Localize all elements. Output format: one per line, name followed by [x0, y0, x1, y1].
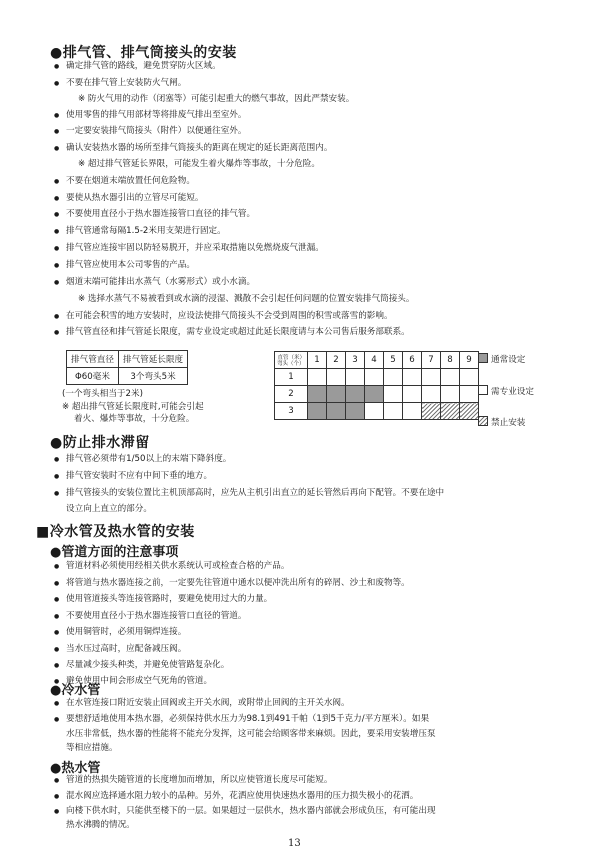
grid-cell: [346, 369, 365, 386]
grid-cell: [403, 403, 422, 420]
grid-corner: [275, 352, 308, 369]
grid-row-header: 2: [275, 386, 308, 403]
legend-professional: [478, 385, 534, 397]
sec4-line: ● 不要使用直径小于热水器连接管口直径的管道。: [66, 611, 246, 622]
sec4-line: ● 避免使用中间会形成空气死角的管道。: [66, 676, 212, 687]
page-number: 13: [288, 838, 301, 849]
grid-column-header: 5: [384, 352, 403, 369]
section-title-water-pipes: ■冷水管及热水管的安装: [36, 524, 195, 540]
grid-cell: [308, 369, 327, 386]
sec1-line: ● 一定要安装排气筒接头（附件）以便通往室外。: [66, 126, 246, 137]
grid-cell: [346, 386, 365, 403]
section-title-cold-water: ●冷水管: [50, 683, 101, 698]
sec6-line: 热水沸腾的情况。: [66, 820, 135, 830]
grid-cell: [422, 403, 441, 420]
legend-forbidden: [478, 416, 525, 428]
spec-header-limit: 排气管延长限度: [118, 351, 187, 368]
sec5-line: ● 在水管连接口附近安装止回阀或主开关水阀，或附带止回阀的主开关水阀。: [66, 698, 350, 709]
grid-column-header: 2: [327, 352, 346, 369]
grid-cell: [327, 369, 346, 386]
grid-cell: [441, 369, 460, 386]
grid-row-header: 1: [275, 369, 308, 386]
sec1-line: ● 不要使用直径小于热水器连接管口直径的排气管。: [66, 209, 255, 220]
sec4-line: ● 当水压过高时，应配备减压阀。: [66, 644, 186, 655]
sec1-line: ● 排气管通常每隔1.5-2米用支架进行固定。: [66, 226, 226, 237]
sec1-line: ※ 防火气用的动作（闭塞等）可能引起重大的燃气事故，因此严禁安装。: [78, 94, 355, 104]
grid-corner-elbow: 弯头（个）: [277, 361, 305, 367]
sec5-line: 水压非常低，热水器的性能将不能充分发挥，这可能会给顾客带来麻烦。因此，要采用安装增压泵: [66, 729, 436, 739]
sec1-line: ● 要使从热水器引出的立管尽可能短。: [66, 193, 204, 204]
sec1-line: ※ 选择水蒸气不易被看到或水滴的浸湿、溅散不会引起任何问题的位置安装排气筒接头。: [78, 294, 415, 304]
grid-cell: [422, 369, 441, 386]
sec4-line: ● 管道材料必须使用经相关供水系统认可或检查合格的产品。: [66, 561, 289, 572]
sec4-line: ● 尽量减少接头种类，并避免使管路复杂化。: [66, 660, 229, 671]
sec1-line: ● 排气管应使用本公司零售的产品。: [66, 260, 195, 271]
sec5-line: 等相应措施。: [66, 743, 118, 753]
grid-cell: [346, 403, 365, 420]
grid-cell: [460, 369, 479, 386]
legend-normal: [478, 353, 525, 365]
exhaust-length-grid: [274, 351, 479, 420]
grid-cell: [441, 386, 460, 403]
sec1-line: ※ 超过排气管延长界限，可能发生着火爆炸等事故，十分危险。: [78, 159, 320, 169]
exhaust-spec-table: [66, 350, 188, 385]
grid-cell: [365, 386, 384, 403]
section-title-drainage: ●防止排水滞留: [50, 435, 150, 451]
grid-cell: [403, 369, 422, 386]
sec2-line: ● 排气管必须带有1/50以上的末端下降斜度。: [66, 454, 231, 465]
grid-column-header: 6: [403, 352, 422, 369]
spec-note-warning: ※ 超出排气管延长限度时,可能会引起: [62, 402, 204, 412]
sec1-line: ● 排气管应连接牢固以防轻易脱开，并应采取措施以免燃烧废气泄漏。: [66, 243, 324, 254]
legend-forbidden-label: 禁止安装: [491, 418, 526, 428]
grid-column-header: 9: [460, 352, 479, 369]
grid-cell: [365, 403, 384, 420]
grid-column-header: 1: [308, 352, 327, 369]
legend-hatch-swatch: [478, 416, 488, 426]
legend-normal-label: 通常设定: [491, 355, 526, 365]
section-title-exhaust: ●排气管、排气筒接头的安装: [50, 45, 237, 61]
sec4-line: ● 使用铜管时，必须用铜焊连接。: [66, 627, 186, 638]
spec-value-diameter: Φ60毫米: [67, 368, 119, 385]
grid-corner-straight: 直管（米）: [277, 355, 305, 361]
sec1-line: ● 烟道末端可能排出水蒸气（水雾形式）或小水滴。: [66, 277, 255, 288]
spec-note-warning-2: 着火、爆炸等事故，十分危险。: [74, 414, 195, 424]
grid-cell: [327, 386, 346, 403]
spec-note-elbow: (一个弯头相当于2米): [62, 389, 143, 399]
grid-column-header: 3: [346, 352, 365, 369]
sec5-line: ● 要想舒适地使用本热水器，必须保持供水压力为98.1到491千帕（1到5千克力/平方厘米）。如果: [66, 714, 429, 725]
sec2-line: ● 排气管接头的安装位置比主机顶部高时，应先从主机引出直立的延长管然后再向下配管。不要在途中: [66, 488, 444, 499]
grid-cell: [422, 386, 441, 403]
grid-cell: [308, 403, 327, 420]
grid-cell: [384, 369, 403, 386]
grid-column-header: 4: [365, 352, 384, 369]
legend-gray-swatch: [478, 353, 488, 363]
section-title-hot-water: ●热水管: [50, 761, 101, 776]
spec-value-limit: 3个弯头5米: [118, 368, 187, 385]
grid-column-header: 8: [441, 352, 460, 369]
sec2-line: 设立向上直立的部分。: [66, 504, 152, 514]
sec1-line: ● 在可能会积雪的地方安装时，应设法使排气筒接头不会受到周围的积雪或落雪的影响。: [66, 311, 393, 322]
grid-cell: [403, 386, 422, 403]
grid-cell: [384, 386, 403, 403]
grid-cell: [460, 403, 479, 420]
sec4-line: ● 将管道与热水器连接之前，一定要先往管道中通水以便冲洗出所有的碎屑、沙土和废物等。: [66, 578, 410, 589]
spec-header-diameter: 排气管直径: [67, 351, 119, 368]
grid-column-header: 7: [422, 352, 441, 369]
section-title-pipe-cautions: ●管道方面的注意事项: [50, 545, 179, 560]
sec1-line: ● 排气管直径和排气管延长限度，需专业设定或超过此延长限度请与本公司售后服务部联系。: [66, 327, 410, 338]
sec1-line: ● 使用零售的排气用部材等将排废气排出至室外。: [66, 110, 246, 121]
sec4-line: ● 使用管道接头等连接管路时，要避免使用过大的力量。: [66, 594, 272, 605]
grid-cell: [384, 403, 403, 420]
legend-blank-swatch: [478, 385, 488, 395]
grid-cell: [327, 403, 346, 420]
sec1-line: ● 不要在烟道末端放置任何危险物。: [66, 176, 195, 187]
sec6-line: ● 混水阀应选择通水阻力较小的品种。另外，花洒应使用快速热水器用的压力损失极小的花洒。: [66, 791, 418, 802]
sec6-line: ● 管道的热损失随管道的长度增加而增加，所以应使管道长度尽可能短。: [66, 775, 332, 786]
sec1-line: ● 确定排气管的路线，避免贯穿防火区域。: [66, 61, 221, 72]
grid-row-header: 3: [275, 403, 308, 420]
grid-cell: [308, 386, 327, 403]
sec2-line: ● 排气管安装时不应有中间下垂的地方。: [66, 471, 212, 482]
sec1-line: ● 确认安装热水器的场所至排气筒接头的距离在规定的延长距离范围内。: [66, 143, 332, 154]
sec1-line: ● 不要在排气管上安装防火气闸。: [66, 78, 186, 89]
grid-cell: [460, 386, 479, 403]
legend-professional-label: 需专业设定: [491, 387, 534, 397]
grid-cell: [441, 403, 460, 420]
grid-cell: [365, 369, 384, 386]
sec6-line: ● 向楼下供水时，只能供至楼下的一层。如果超过一层供水，热水器内部就会形成负压，有可能出现: [66, 806, 436, 817]
